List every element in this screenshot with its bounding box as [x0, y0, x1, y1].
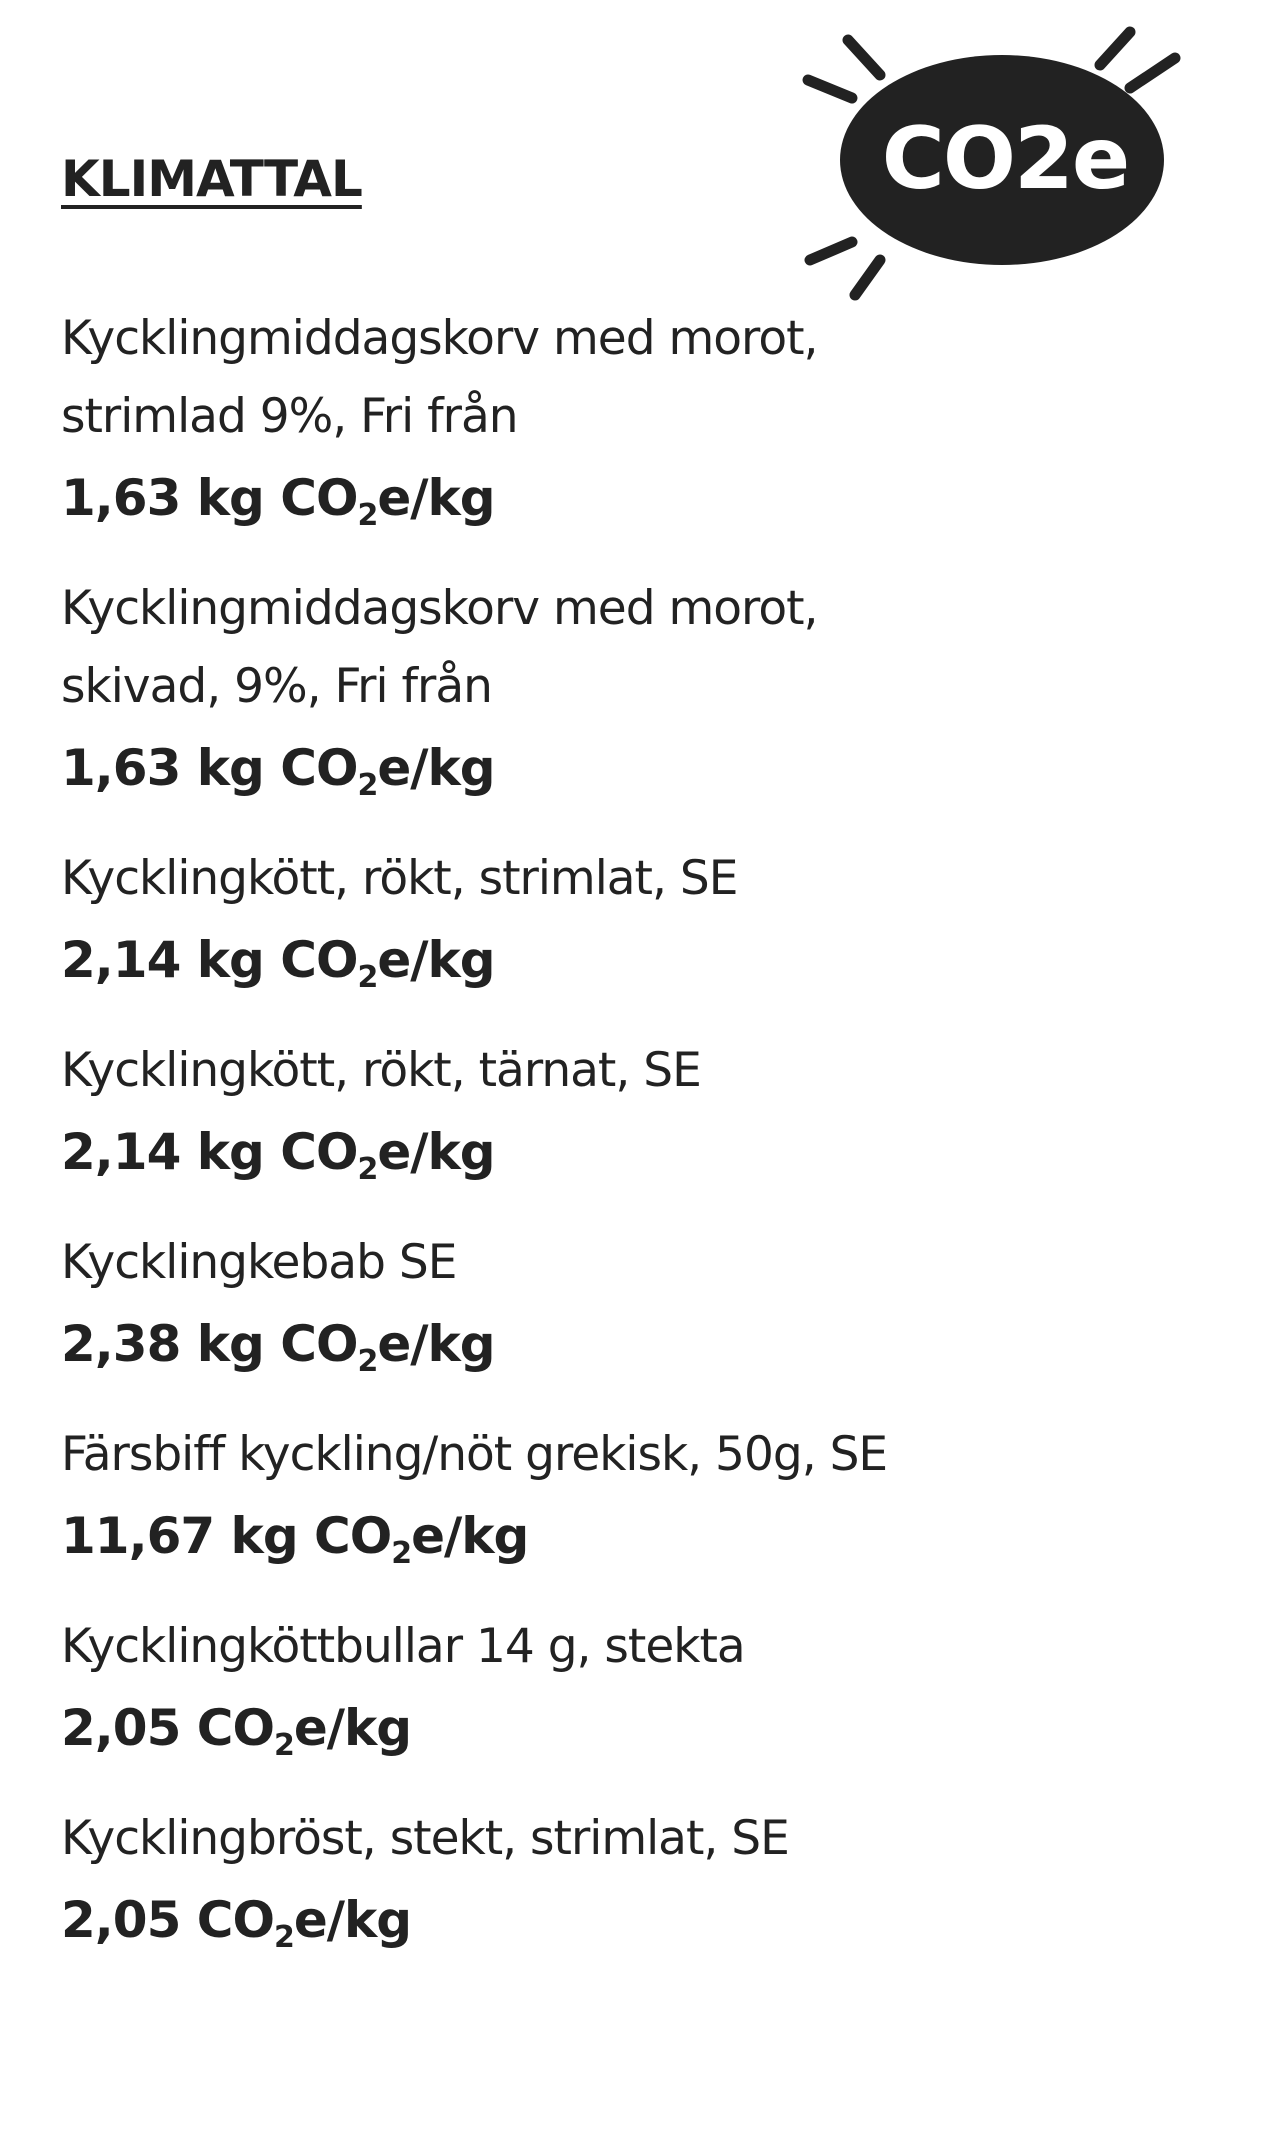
unit-subscript: 2 — [357, 768, 378, 803]
unit-subscript: 2 — [391, 1536, 412, 1571]
unit-subscript: 2 — [274, 1728, 294, 1763]
climate-number: 2,14 kg — [61, 931, 264, 989]
list-item — [61, 1224, 1161, 1386]
unit-prefix: CO — [280, 931, 358, 989]
product-name: Kycklingköttbullar 14 g, stekta — [61, 1619, 745, 1674]
unit-suffix: e/kg — [377, 469, 495, 527]
co2e-badge-icon — [790, 20, 1210, 310]
unit-prefix: CO — [280, 1123, 358, 1181]
unit-suffix: e/kg — [293, 1699, 412, 1757]
product-name: Kycklingmiddagskorv med morot, skivad, 9%, Fri från — [61, 581, 818, 714]
list-item — [61, 1416, 1161, 1578]
unit-subscript: 2 — [274, 1920, 294, 1955]
list-item — [61, 570, 1161, 810]
climate-value — [61, 726, 1161, 810]
unit-prefix: CO — [196, 1891, 274, 1949]
unit-suffix: e/kg — [293, 1891, 412, 1949]
unit-suffix: e/kg — [377, 739, 495, 797]
unit-subscript: 2 — [357, 960, 378, 995]
unit-prefix: CO — [280, 739, 358, 797]
climate-value — [61, 1302, 1161, 1386]
unit-prefix: CO — [196, 1699, 274, 1757]
unit-subscript: 2 — [357, 1152, 378, 1187]
climate-number: 1,63 kg — [61, 469, 264, 527]
unit-prefix: CO — [280, 1315, 358, 1373]
page-title: KLIMATTAL — [61, 150, 362, 208]
product-name: Kycklingkött, rökt, tärnat, SE — [61, 1043, 701, 1098]
product-name: Kycklingkött, rökt, strimlat, SE — [61, 851, 738, 906]
unit-suffix: e/kg — [411, 1507, 529, 1565]
climate-value — [61, 1686, 1161, 1770]
climate-number: 1,63 kg — [61, 739, 264, 797]
list-item — [61, 840, 1161, 1002]
list-item — [61, 1032, 1161, 1194]
unit-subscript: 2 — [357, 1344, 378, 1379]
climate-value — [61, 1878, 1161, 1962]
unit-subscript: 2 — [357, 498, 378, 533]
unit-prefix: CO — [314, 1507, 392, 1565]
unit-prefix: CO — [280, 469, 358, 527]
unit-suffix: e/kg — [377, 1315, 495, 1373]
climate-value — [61, 918, 1161, 1002]
product-name: Kycklingkebab SE — [61, 1235, 457, 1290]
product-name: Färsbiff kyckling/nöt grekisk, 50g, SE — [61, 1427, 888, 1482]
climate-number: 2,05 — [61, 1699, 181, 1757]
climate-value — [61, 1494, 1161, 1578]
unit-suffix: e/kg — [377, 931, 495, 989]
product-name: Kycklingmiddagskorv med morot, strimlad 9%, Fri från — [61, 311, 818, 444]
climate-value — [61, 456, 1161, 540]
climate-number: 2,05 — [61, 1891, 181, 1949]
climate-number: 2,14 kg — [61, 1123, 264, 1181]
list-item — [61, 1608, 1161, 1770]
climate-value — [61, 1110, 1161, 1194]
badge-label: CO2e — [881, 109, 1129, 209]
product-name: Kycklingbröst, stekt, strimlat, SE — [61, 1811, 789, 1866]
list-item — [61, 300, 1161, 540]
climate-number: 2,38 kg — [61, 1315, 264, 1373]
climate-figures-list — [61, 300, 1161, 1962]
climate-number: 11,67 kg — [61, 1507, 298, 1565]
unit-suffix: e/kg — [377, 1123, 495, 1181]
list-item — [61, 1800, 1161, 1962]
